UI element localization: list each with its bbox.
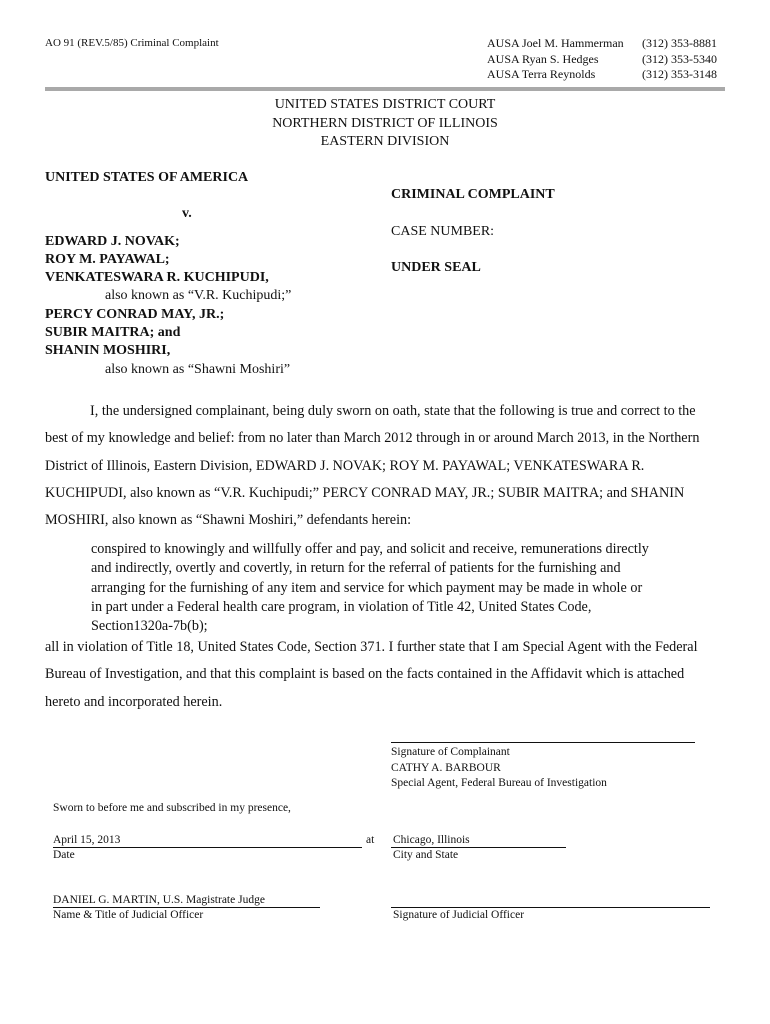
header-divider [45, 87, 725, 91]
violation-statement [45, 634, 725, 716]
attorney-name: AUSA Terra Reynolds [487, 67, 596, 81]
court-district: NORTHERN DISTRICT OF ILLINOIS [272, 115, 498, 131]
charge-line: conspired to knowingly and willfully offer and pay, and solicit and receive, remunerations directly [91, 541, 649, 557]
defendant-name: ROY M. PAYAWAL; [45, 251, 170, 267]
defendant-name: EDWARD J. NOVAK; [45, 233, 180, 249]
judicial-signature-label: Signature of Judicial Officer [393, 909, 525, 921]
charge-description [91, 540, 681, 636]
versus-label: v. [182, 206, 192, 222]
attorney-phone: (312) 353-8881 [642, 36, 717, 50]
charge-line: Section1320a-7b(b); [91, 618, 208, 635]
case-caption-parties [45, 169, 291, 379]
violation-line: Bureau of Investigation, and that this complaint is based on the facts contained in the Affidavit which is attached [45, 666, 685, 683]
complainant-title: Special Agent, Federal Bureau of Investigation [391, 777, 607, 789]
sworn-statement: Sworn to before me and subscribed in my presence, [53, 802, 291, 814]
judge-name-label: Name & Title of Judicial Officer [53, 909, 204, 921]
judge-name-line [53, 907, 320, 908]
attorney-name: AUSA Joel M. Hammerman [487, 36, 624, 50]
judicial-signature-line [391, 907, 710, 908]
defendant-name: VENKATESWARA R. KUCHIPUDI, [45, 270, 269, 286]
defendant-name: PERCY CONRAD MAY, JR.; [45, 306, 225, 322]
defendant-alias: also known as “V.R. Kuchipudi;” [105, 288, 292, 304]
complainant-signature-line [391, 742, 695, 743]
complainant-signature-label: Signature of Complainant [391, 746, 510, 758]
charge-line: and indirectly, overtly and covertly, in return for the referral of patients for the furnishing and [91, 560, 621, 577]
statement-line: KUCHIPUDI, also known as “V.R. Kuchipudi;” PERCY CONRAD MAY, JR.; SUBIR MAITRA; and SHANIN [45, 484, 685, 501]
defendant-name: SUBIR MAITRA; and [45, 325, 181, 341]
charge-line: arranging for the furnishing of any item and service for which payment may be made in whole or [91, 579, 643, 596]
defendant-name: SHANIN MOSHIRI, [45, 343, 171, 359]
form-identifier: AO 91 (REV.5/85) Criminal Complaint [45, 37, 219, 49]
city-line [391, 847, 566, 848]
statement-line: best of my knowledge and belief: from no later than March 2012 through in or around March 2013, in the Northern [45, 430, 700, 447]
attorney-row [487, 52, 717, 68]
court-division: EASTERN DIVISION [320, 134, 450, 149]
attorney-phone: (312) 353-5340 [642, 51, 717, 66]
date-label: Date [53, 849, 75, 861]
statement-line: MOSHIRI, also known as “Shawni Moshiri,” defendants herein: [45, 512, 412, 529]
defendant-alias: also known as “Shawni Moshiri” [105, 361, 291, 377]
complainant-signature-block [391, 745, 607, 792]
complainant-name: CATHY A. BARBOUR [391, 761, 501, 774]
attorney-contact-list [487, 36, 717, 83]
date-value: April 15, 2013 [53, 834, 121, 846]
court-name: UNITED STATES DISTRICT COURT [274, 97, 496, 112]
attorney-name: AUSA Ryan S. Hedges [487, 51, 599, 66]
charge-line: in part under a Federal health care program, in violation of Title 42, United States Code, [91, 598, 592, 615]
complaint-statement [45, 398, 725, 534]
seal-status: UNDER SEAL [391, 260, 481, 275]
plaintiff-name: UNITED STATES OF AMERICA [45, 170, 249, 185]
violation-line: hereto and incorporated herein. [45, 693, 223, 710]
case-number-label: CASE NUMBER: [391, 224, 495, 239]
court-heading [0, 96, 770, 152]
judge-name-title: DANIEL G. MARTIN, U.S. Magistrate Judge [53, 894, 265, 906]
statement-line: I, the undersigned complainant, being duly sworn on oath, state that the following is true and correct to the [90, 403, 696, 419]
statement-line: District of Illinois, Eastern Division, EDWARD J. NOVAK; ROY M. PAYAWAL; VENKATESWARA R. [45, 457, 645, 474]
attorney-phone: (312) 353-3148 [642, 67, 717, 81]
document-type: CRIMINAL COMPLAINT [391, 187, 555, 202]
attorney-row [487, 67, 717, 83]
attorney-row [487, 36, 717, 52]
at-label: at [366, 834, 375, 846]
city-value: Chicago, Illinois [393, 834, 470, 846]
violation-line: all in violation of Title 18, United States Code, Section 371. I further state that I am Special Agent with the Federal [45, 639, 698, 655]
city-state-label: City and State [393, 849, 459, 861]
date-line [53, 847, 362, 848]
